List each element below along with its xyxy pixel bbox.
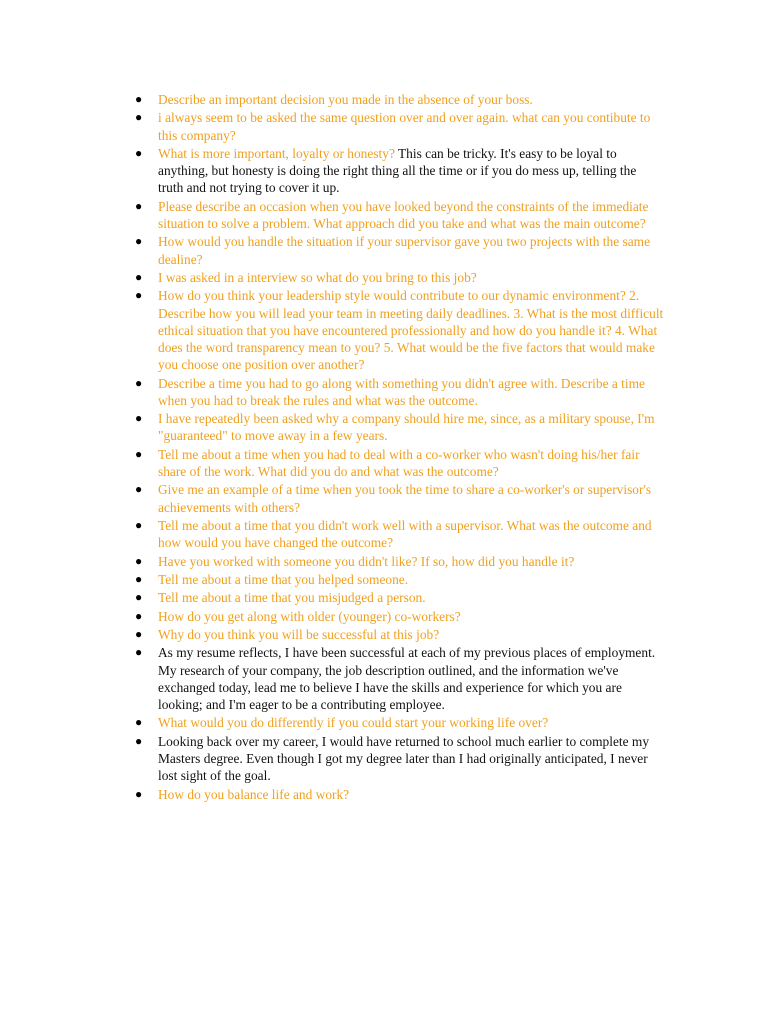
bullet-icon: ● bbox=[135, 517, 143, 532]
bullet-icon: ● bbox=[135, 411, 143, 426]
bullet-icon: ● bbox=[135, 733, 143, 748]
question-text: How do you get along with older (younger) co-workers? bbox=[158, 608, 461, 624]
question-text: Why do you think you will be successful at this job? bbox=[158, 627, 440, 643]
question-text: Tell me about a time that you misjudged a person. bbox=[158, 590, 426, 606]
bullet-icon: ● bbox=[135, 786, 143, 801]
question-text: What would you do differently if you could start your working life over? bbox=[158, 715, 549, 731]
answer-text: This can be tricky. It's easy to be loyal to anything, but honesty is doing the right thing all the time or if you do mess up, telling the truth and not trying to cover it up. bbox=[158, 145, 637, 196]
list-item bbox=[134, 553, 664, 570]
bullet-icon: ● bbox=[135, 608, 143, 623]
question-text: i always seem to be asked the same question over and over again. what can you contibute to this company? bbox=[158, 110, 651, 143]
list-item bbox=[134, 198, 664, 232]
bullet-icon: ● bbox=[135, 571, 143, 586]
question-text: I have repeatedly been asked why a company should hire me, since, as a military spouse, I'm "guaranteed" to move away in a few years. bbox=[158, 411, 655, 444]
list-item bbox=[134, 446, 664, 480]
qa-list bbox=[134, 91, 664, 804]
bullet-icon: ● bbox=[135, 288, 143, 303]
question-text: Describe an important decision you made in the absence of your boss. bbox=[158, 92, 533, 107]
question-text: How would you handle the situation if your supervisor gave you two projects with the same dealine? bbox=[158, 234, 651, 267]
bullet-icon: ● bbox=[135, 590, 143, 605]
list-item bbox=[134, 375, 664, 409]
question-text: How do you think your leadership style would contribute to our dynamic environment? 2. Describe how you will lead your team in meeting daily deadlines. 3. What is the most difficult ethical situation that you have encountered professionally and how do you handle it? 4. What does the word transparency mean to you? 5. What would be the five factors that would make you choose one position over another? bbox=[158, 288, 664, 373]
bullet-icon: ● bbox=[135, 715, 143, 730]
bullet-icon: ● bbox=[135, 553, 143, 568]
list-item bbox=[134, 608, 664, 625]
list-item bbox=[134, 91, 664, 108]
question-text: Describe a time you had to go along with something you didn't agree with. Describe a time when you had to break the rules and what was the outcome. bbox=[158, 375, 645, 408]
list-item bbox=[134, 109, 664, 143]
question-text: Tell me about a time when you had to deal with a co-worker who wasn't doing his/her fair share of the work. What did you do and what was the outcome? bbox=[158, 446, 640, 479]
bullet-icon: ● bbox=[135, 627, 143, 642]
question-text: I was asked in a interview so what do you bring to this job? bbox=[158, 269, 477, 285]
question-text: Give me an example of a time when you took the time to share a co-worker's or supervisor's achievements with others? bbox=[158, 482, 652, 515]
question-text: Have you worked with someone you didn't like? If so, how did you handle it? bbox=[158, 553, 575, 569]
list-item bbox=[134, 626, 664, 643]
list-item bbox=[134, 517, 664, 551]
bullet-icon: ● bbox=[135, 375, 143, 390]
answer-text: Looking back over my career, I would have returned to school much earlier to complete my Masters degree. Even though I got my degree later than I had originally anticipated, I never lost sight of the goal. bbox=[158, 733, 650, 784]
list-item bbox=[134, 733, 664, 785]
list-item bbox=[134, 644, 664, 713]
bullet-icon: ● bbox=[135, 645, 143, 660]
list-item bbox=[134, 145, 664, 197]
bullet-icon: ● bbox=[135, 92, 143, 106]
list-item bbox=[134, 714, 664, 731]
answer-text: As my resume reflects, I have been successful at each of my previous places of employment. My research of your company, the job description outlined, and the information we've exchanged today, lead me to believe I have the skills and experience for which you are looking; and I'm eager to be a contributing employee. bbox=[158, 645, 656, 713]
list-item bbox=[134, 786, 664, 803]
question-text: Tell me about a time that you helped someone. bbox=[158, 571, 409, 587]
list-item bbox=[134, 571, 664, 588]
list-item bbox=[134, 287, 664, 373]
bullet-icon: ● bbox=[135, 446, 143, 461]
bullet-icon: ● bbox=[135, 110, 143, 125]
bullet-icon: ● bbox=[135, 145, 143, 160]
question-text: Tell me about a time that you didn't work well with a supervisor. What was the outcome and how would you have changed the outcome? bbox=[158, 517, 652, 551]
bullet-icon: ● bbox=[135, 234, 143, 249]
question-text: What is more important, loyalty or honesty? bbox=[158, 145, 395, 161]
list-item bbox=[134, 481, 664, 515]
bullet-icon: ● bbox=[135, 269, 143, 284]
question-text: How do you balance life and work? bbox=[158, 786, 350, 802]
question-text: Please describe an occasion when you have looked beyond the constraints of the immediate situation to solve a problem. What approach did you take and what was the main outcome? bbox=[158, 198, 649, 231]
bullet-icon: ● bbox=[135, 482, 143, 497]
list-item bbox=[134, 233, 664, 267]
list-item bbox=[134, 589, 664, 606]
bullet-icon: ● bbox=[135, 198, 143, 213]
list-item bbox=[134, 410, 664, 444]
list-item bbox=[134, 269, 664, 286]
